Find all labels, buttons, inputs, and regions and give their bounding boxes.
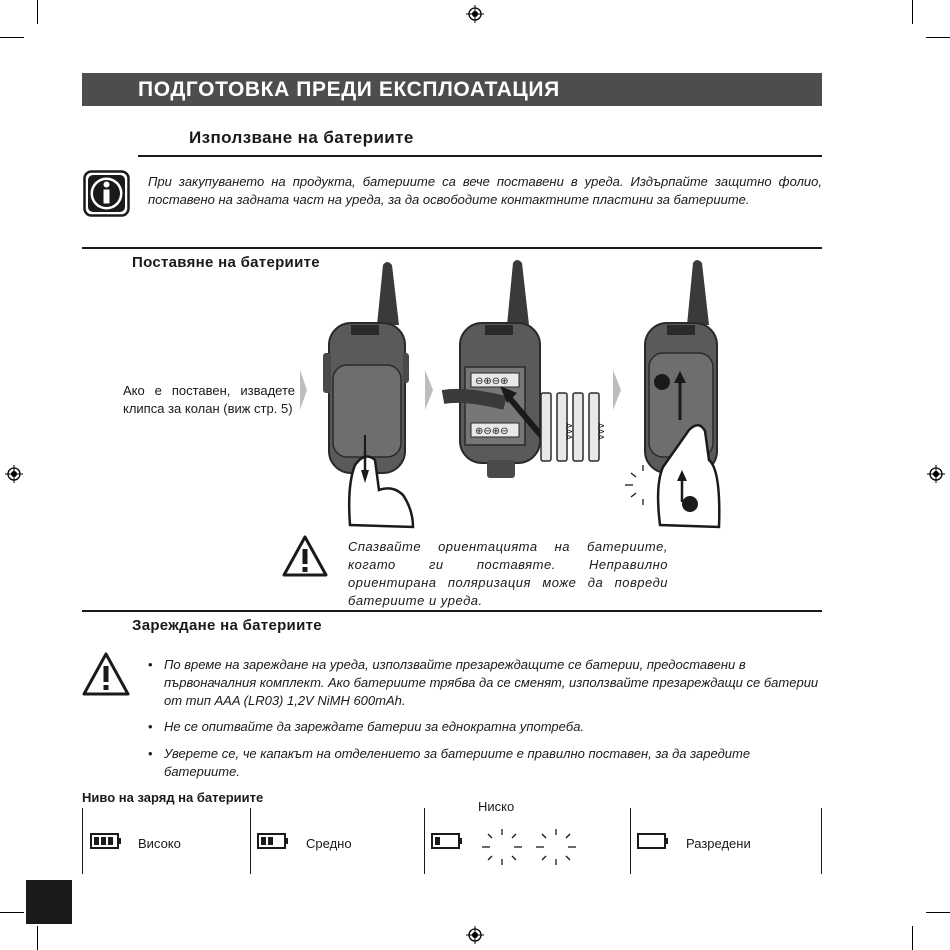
section-title-using-batteries: Използване на батериите [189,128,414,147]
registration-mark-icon [5,465,23,483]
crop-mark [0,912,24,913]
crop-mark [926,37,950,38]
divider [138,155,822,157]
battery-insertion-illustration [295,255,735,530]
bullet-text: По време на зареждане на уреда, използвайте презареждащите се батерии, предоставени в първоначалния комплект. Ако батериите трябва да се сменят, използвайте презареждащи се батерии от тип AAA (LR03) 1,2V NiMH 600mAh. [164,657,819,708]
warning-icon [282,535,328,577]
svg-text:⊕⊖⊕⊖: ⊕⊖⊕⊖ [475,426,509,437]
divider [82,808,83,874]
chapter-title: ПОДГОТОВКА ПРЕДИ ЕКСПЛОАТАЦИЯ [138,78,560,101]
crop-mark [926,912,950,913]
crop-mark [912,926,913,950]
battery-level-title: Ниво на заряд на батериите [82,790,264,805]
crop-mark [37,926,38,950]
divider [424,808,425,874]
section-title-inserting: Поставяне на батериите [132,254,320,271]
battery-level-low-label: Ниско [478,799,515,814]
section-title-charging: Зареждане на батериите [132,617,322,634]
battery-medium-icon [257,833,289,849]
chapter-banner [82,73,822,106]
crop-mark [0,37,24,38]
divider [82,610,822,612]
divider [630,808,631,874]
blinking-indicator-icon [532,827,580,867]
warning-icon [82,652,130,696]
battery-aaa-icon [541,393,605,461]
divider [250,808,251,874]
battery-low-icon [431,833,463,849]
crop-mark [37,0,38,24]
page-tab [26,880,72,924]
crop-mark [912,0,913,24]
list-item: • По време на зареждане на уреда, използвайте презареждащите се батерии, предоставени в първоначалния комплект. Ако батериите трябва да се сменят, използвайте презареждащи се батерии от тип AAA (LR03) 1,2V NiMH 600mAh. [148,656,822,710]
divider [821,808,822,874]
divider [82,247,822,249]
bullet-text: Не се опитвайте да зареждате батерии за еднократна употреба. [164,719,585,734]
registration-mark-icon [466,926,484,944]
registration-mark-icon [466,5,484,23]
info-icon [83,170,130,217]
battery-level-high-label: Високо [138,836,181,851]
radio-open-compartment-icon [443,260,549,478]
list-item: • Уверете се, че капакът на отделението за батериите е правилно поставен, за да заредите батериите. [148,745,822,781]
battery-empty-icon [637,833,669,849]
svg-text:⊖⊕⊖⊕: ⊖⊕⊖⊕ [475,376,509,387]
svg-text:AAA: AAA [564,423,573,440]
battery-level-empty-label: Разредени [686,836,751,851]
list-item: • Не се опитвайте да зареждате батерии за еднократна употреба. [148,718,822,736]
polarity-warning-text: Спазвайте ориентацията на батериите, когато ги поставяте. Неправилно ориентирана поляризация може да повреди батериите и уреда. [348,539,668,608]
blinking-indicator-icon [478,827,526,867]
clip-note: Ако е поставен, извадете клипса за колан (виж стр. 5) [123,383,295,416]
bullet-text: Уверете се, че капакът на отделението за батериите е правилно поставен, за да заредите батериите. [164,746,751,779]
battery-full-icon [90,833,122,849]
registration-mark-icon [927,465,945,483]
battery-level-medium-label: Средно [306,836,352,851]
svg-text:AAA: AAA [596,423,605,440]
info-text: При закупуването на продукта, батериите са вече поставени в уреда. Издърпайте защитно фолио, поставено на задната част на уреда, за да освободите контактните пластини за батериите. [148,174,822,207]
